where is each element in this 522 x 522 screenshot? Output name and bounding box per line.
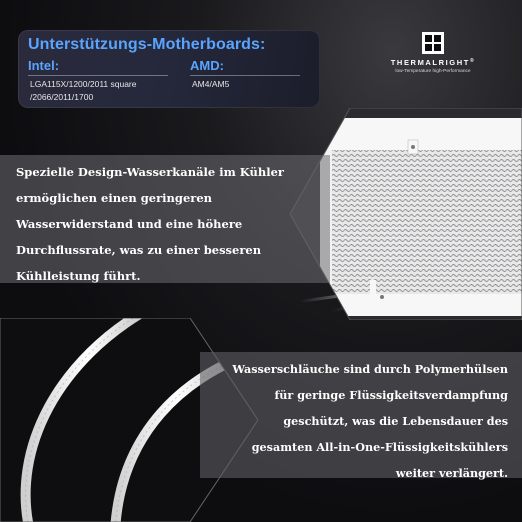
feature-tubes-text: [232, 356, 508, 486]
feature2-line: weiter verlängert.: [395, 466, 508, 480]
feature1-line: ermöglichen einen geringeren: [16, 191, 213, 205]
intel-sockets: [30, 78, 137, 104]
feature-water-channels-text: [16, 159, 284, 289]
feature-tubes: [200, 352, 522, 478]
feature1-line: Kühlleistung führt.: [16, 269, 141, 283]
logo-tagline: low-Temperature high-Performance: [395, 69, 471, 74]
feature2-line: für geringe Flüssigkeitsverdampfung: [274, 388, 508, 402]
feature2-line: geschützt, was die Lebensdauer des: [283, 414, 508, 428]
feature2-line: Wasserschläuche sind durch Polymerhülsen: [232, 362, 508, 376]
intel-label: Intel:: [28, 58, 60, 73]
feature1-line: Spezielle Design-Wasserkanäle im Kühler: [16, 165, 284, 179]
logo-trademark: ®: [469, 58, 476, 64]
amd-divider: [190, 75, 300, 76]
thermalright-logo: [378, 32, 488, 82]
motherboard-support-panel: [18, 30, 320, 108]
amd-label: AMD:: [190, 58, 224, 73]
feature2-line: gesamten All-in-One-Flüssigkeitskühlers: [251, 440, 508, 454]
feature-water-channels: [0, 155, 330, 283]
feature1-line: Wasserwiderstand und eine höhere: [16, 217, 243, 231]
logo-mark-icon: [422, 32, 444, 54]
feature1-line: Durchflussrate, was zu einer besseren: [16, 243, 262, 257]
intel-divider: [28, 75, 168, 76]
motherboard-title: Unterstützungs-Motherboards:: [28, 36, 266, 53]
amd-sockets: AM4/AM5: [192, 79, 230, 89]
intel-sockets-line2: /2066/2011/1700: [30, 92, 94, 102]
logo-name-text: THERMALRIGHT: [390, 58, 470, 67]
intel-sockets-line1: LGA115X/1200/2011 square: [30, 79, 137, 89]
logo-name: [378, 58, 488, 67]
